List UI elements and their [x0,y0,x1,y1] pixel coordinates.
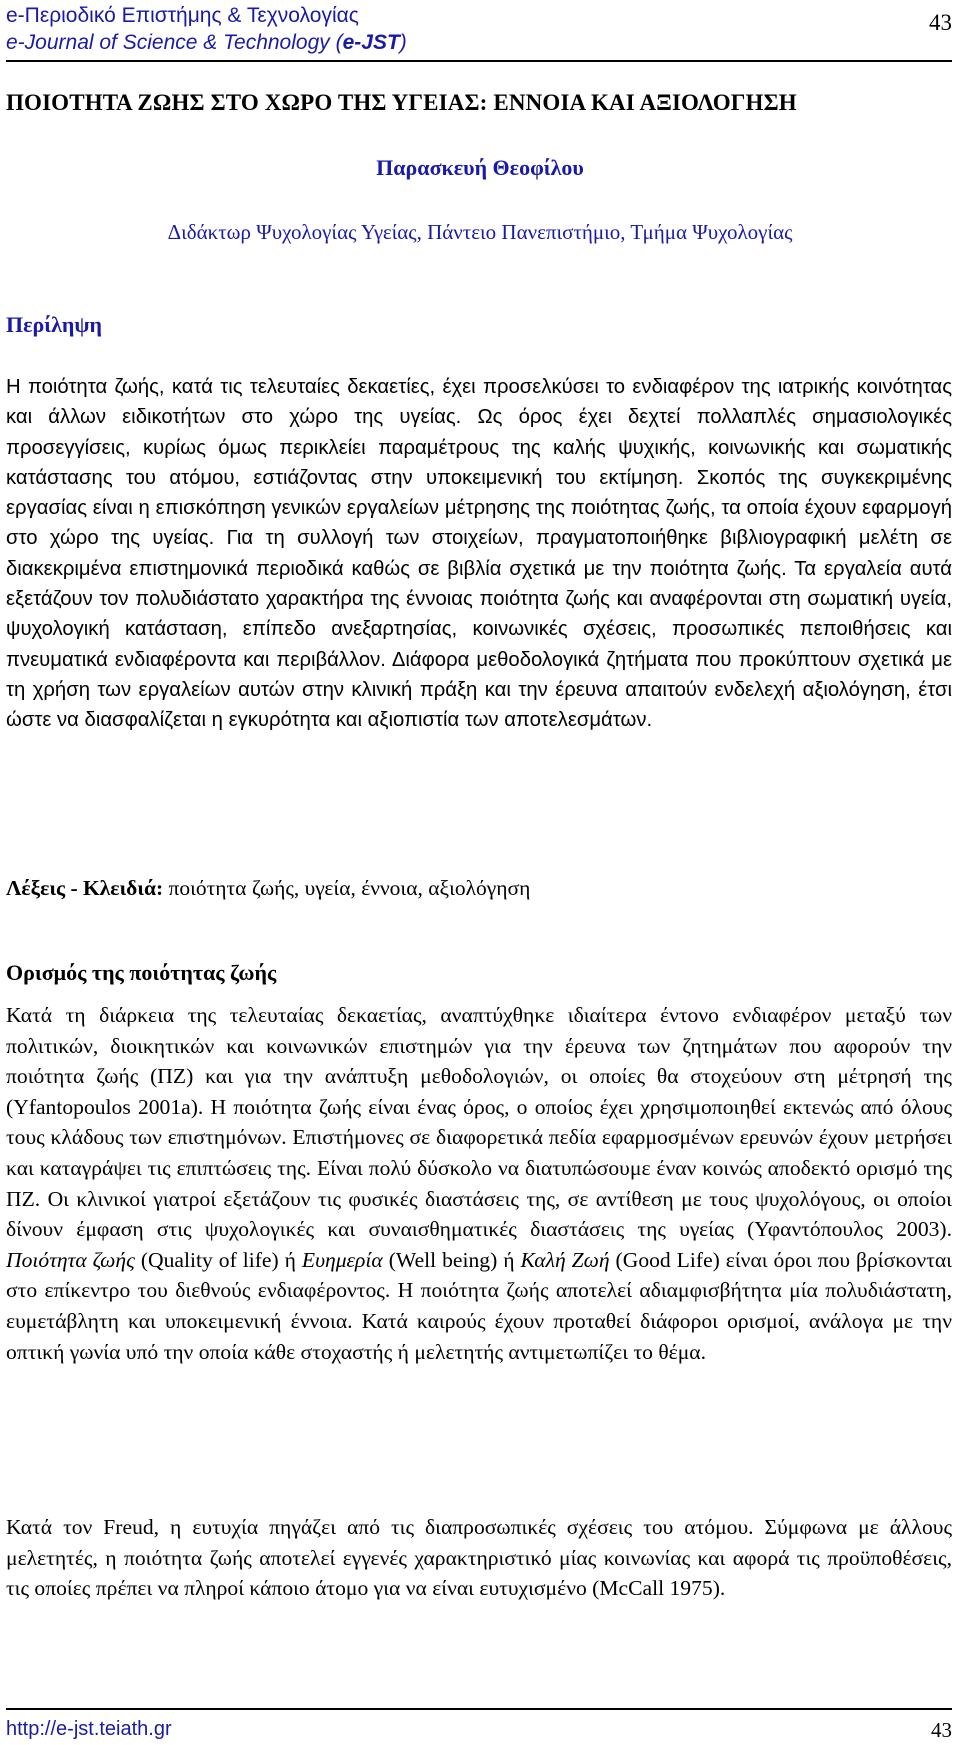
journal-english-suffix: ) [399,31,407,54]
p1-term-quality-of-life: Ποιότητα ζωής [6,1247,135,1272]
keywords [6,876,530,901]
section-heading: Ορισμός της ποιότητας ζωής [6,960,277,985]
p1-part-b: (Quality of life) ή [134,1247,302,1272]
p1-term-good-life: Καλή Ζωή [520,1247,610,1272]
keywords-values: ποιότητα ζωής, υγεία, έννοια, αξιολόγηση [163,876,531,900]
body-paragraph-1 [6,1000,952,1367]
header-page-number: 43 [929,10,952,35]
journal-title-english [6,31,407,55]
journal-abbreviation: e-JST [342,31,400,54]
author-name: Παρασκευή Θεοφίλου [376,155,584,180]
body-paragraph-2: Κατά τον Freud, η ευτυχία πηγάζει από τις διαπροσωπικές σχέσεις του ατόμου. Σύμφωνα με άλλους μελετητές, η ποιότητα ζωής αποτελεί εγγενές χαρακτηριστικό μίας κοινωνίας και αφορά τις προϋποθέσεις, τις οποίες πρέπει να πληροί κάποιο άτομο για να είναι ευτυχισμένο (McCall 1975). [6,1515,952,1601]
footer-page-number: 43 [931,1718,952,1742]
article-title: ΠΟΙΟΤΗΤΑ ΖΩΗΣ ΣΤΟ ΧΩΡΟ ΤΗΣ ΥΓΕΙΑΣ: ΕΝΝΟΙΑ ΚΑΙ ΑΞΙΟΛΟΓΗΣΗ [6,90,797,115]
journal-title-greek: e-Περιοδικό Επιστήμης & Τεχνολογίας [6,4,359,27]
author-affiliation: Διδάκτωρ Ψυχολογίας Υγείας, Πάντειο Πανεπιστήμιο, Τμήμα Ψυχολογίας [167,220,793,244]
abstract-heading: Περίληψη [6,312,103,337]
p1-part-a: Κατά τη διάρκεια της τελευταίας δεκαετίας, αναπτύχθηκε ιδιαίτερα έντονο ενδιαφέρον μεταξύ των πολιτικών, διοικητικών και κοινωνικών επιστημών για την έρευνα των ζητημάτων που αφορούν την ποιότητα ζωής (ΠΖ) και για την ανάπτυξη μεθοδολογιών, οι οποίες θα στοχεύουν στη μέτρησή της (Yfantopoulos 2001a). Η ποιότητα ζωής είναι ένας όρος, ο οποίος έχει χρησιμοποιηθεί εκτενώς από όλους τους κλάδους των επιστημόνων. Επιστήμονες σε διαφορετικά πεδία εφαρμοσμένων ερευνών έχουν μετρήσει και καταγράψει τις επιπτώσεις της. Είναι πολύ δύσκολο να διατυπώσουμε έναν κοινώς αποδεκτό ορισμό της ΠΖ. Οι κλινικοί γιατροί εξετάζουν τις φυσικές διαστάσεις της, σε αντίθεση με τους ψυχολόγους, οι οποίοι δίνουν έμφαση στις ψυχολογικές και συναισθηματικές διαστάσεις της υγείας (Υφαντόπουλος 2003). [6,1003,952,1242]
page-footer [6,1708,952,1744]
p1-part-c: (Well being) ή [382,1247,521,1272]
p1-part-d: (Good Life) είναι όροι που βρίσκονται στο επίκεντρο του διεθνούς ενδιαφέροντος. Η ποιότητα ζωής αποτελεί αδιαμφισβήτητα μία πολυδιάστατη, ευμετάβλητη και υποκειμενική έννοια. Κατά καιρούς έχουν προταθεί διάφοροι ορισμοί, ανάλογα με την οπτική γωνία υπό την οποία κάθε στοχαστής ή μελετητής αντιμετωπίζει το θέμα. [6,1247,952,1364]
keywords-label: Λέξεις - Κλειδιά: [6,876,164,900]
footer-url-link[interactable]: http://e-jst.teiath.gr [6,1718,172,1740]
journal-english-prefix: e-Journal of Science & Technology ( [6,31,343,54]
p1-term-wellbeing: Ευημερία [301,1247,383,1272]
page-header [6,4,952,62]
abstract-text: Η ποιότητα ζωής, κατά τις τελευταίες δεκαετίες, έχει προσελκύσει το ενδιαφέρον της ιατρικής κοινότητας και άλλων ειδικοτήτων στο χώρο της υγείας. Ως όρος έχει δεχτεί πολλαπλές σημασιολογικές προσεγγίσεις, κυρίως όμως περικλείει παραμέτρους της καλής ψυχικής, κοινωνικής και σωματικής κατάστασης του ατόμου, εστιάζοντας στην υποκειμενική του εκτίμηση. Σκοπός της συγκεκριμένης εργασίας είναι η επισκόπηση γενικών εργαλείων μέτρησης της ποιότητας ζωής, τα οποία έχουν εφαρμογή στο χώρο της υγείας. Για τη συλλογή των στοιχείων, πραγματοποιήθηκε βιβλιογραφική μελέτη σε διακεκριμένα επιστημονικά περιοδικά καθώς σε βιβλία σχετικά με την ποιότητα ζωής. Τα εργαλεία αυτά εξετάζουν τον πολυδιάστατο χαρακτήρα της έννοιας ποιότητα ζωής και αναφέρονται στη σωματική υγεία, ψυχολογική κατάσταση, επίπεδο ανεξαρτησίας, κοινωνικές σχέσεις, προσωπικές πεποιθήσεις και πνευματικά ενδιαφέροντα και περιβάλλον. Διάφορα μεθοδολογικά ζητήματα που προκύπτουν σχετικά με τη χρήση των εργαλείων αυτών στην κλινική πράξη και την έρευνα απαιτούν ενδελεχή αξιολόγηση, έτσι ώστε να διασφαλίζεται η εγκυρότητα και αξιοπιστία των αποτελεσμάτων. [6,376,952,732]
